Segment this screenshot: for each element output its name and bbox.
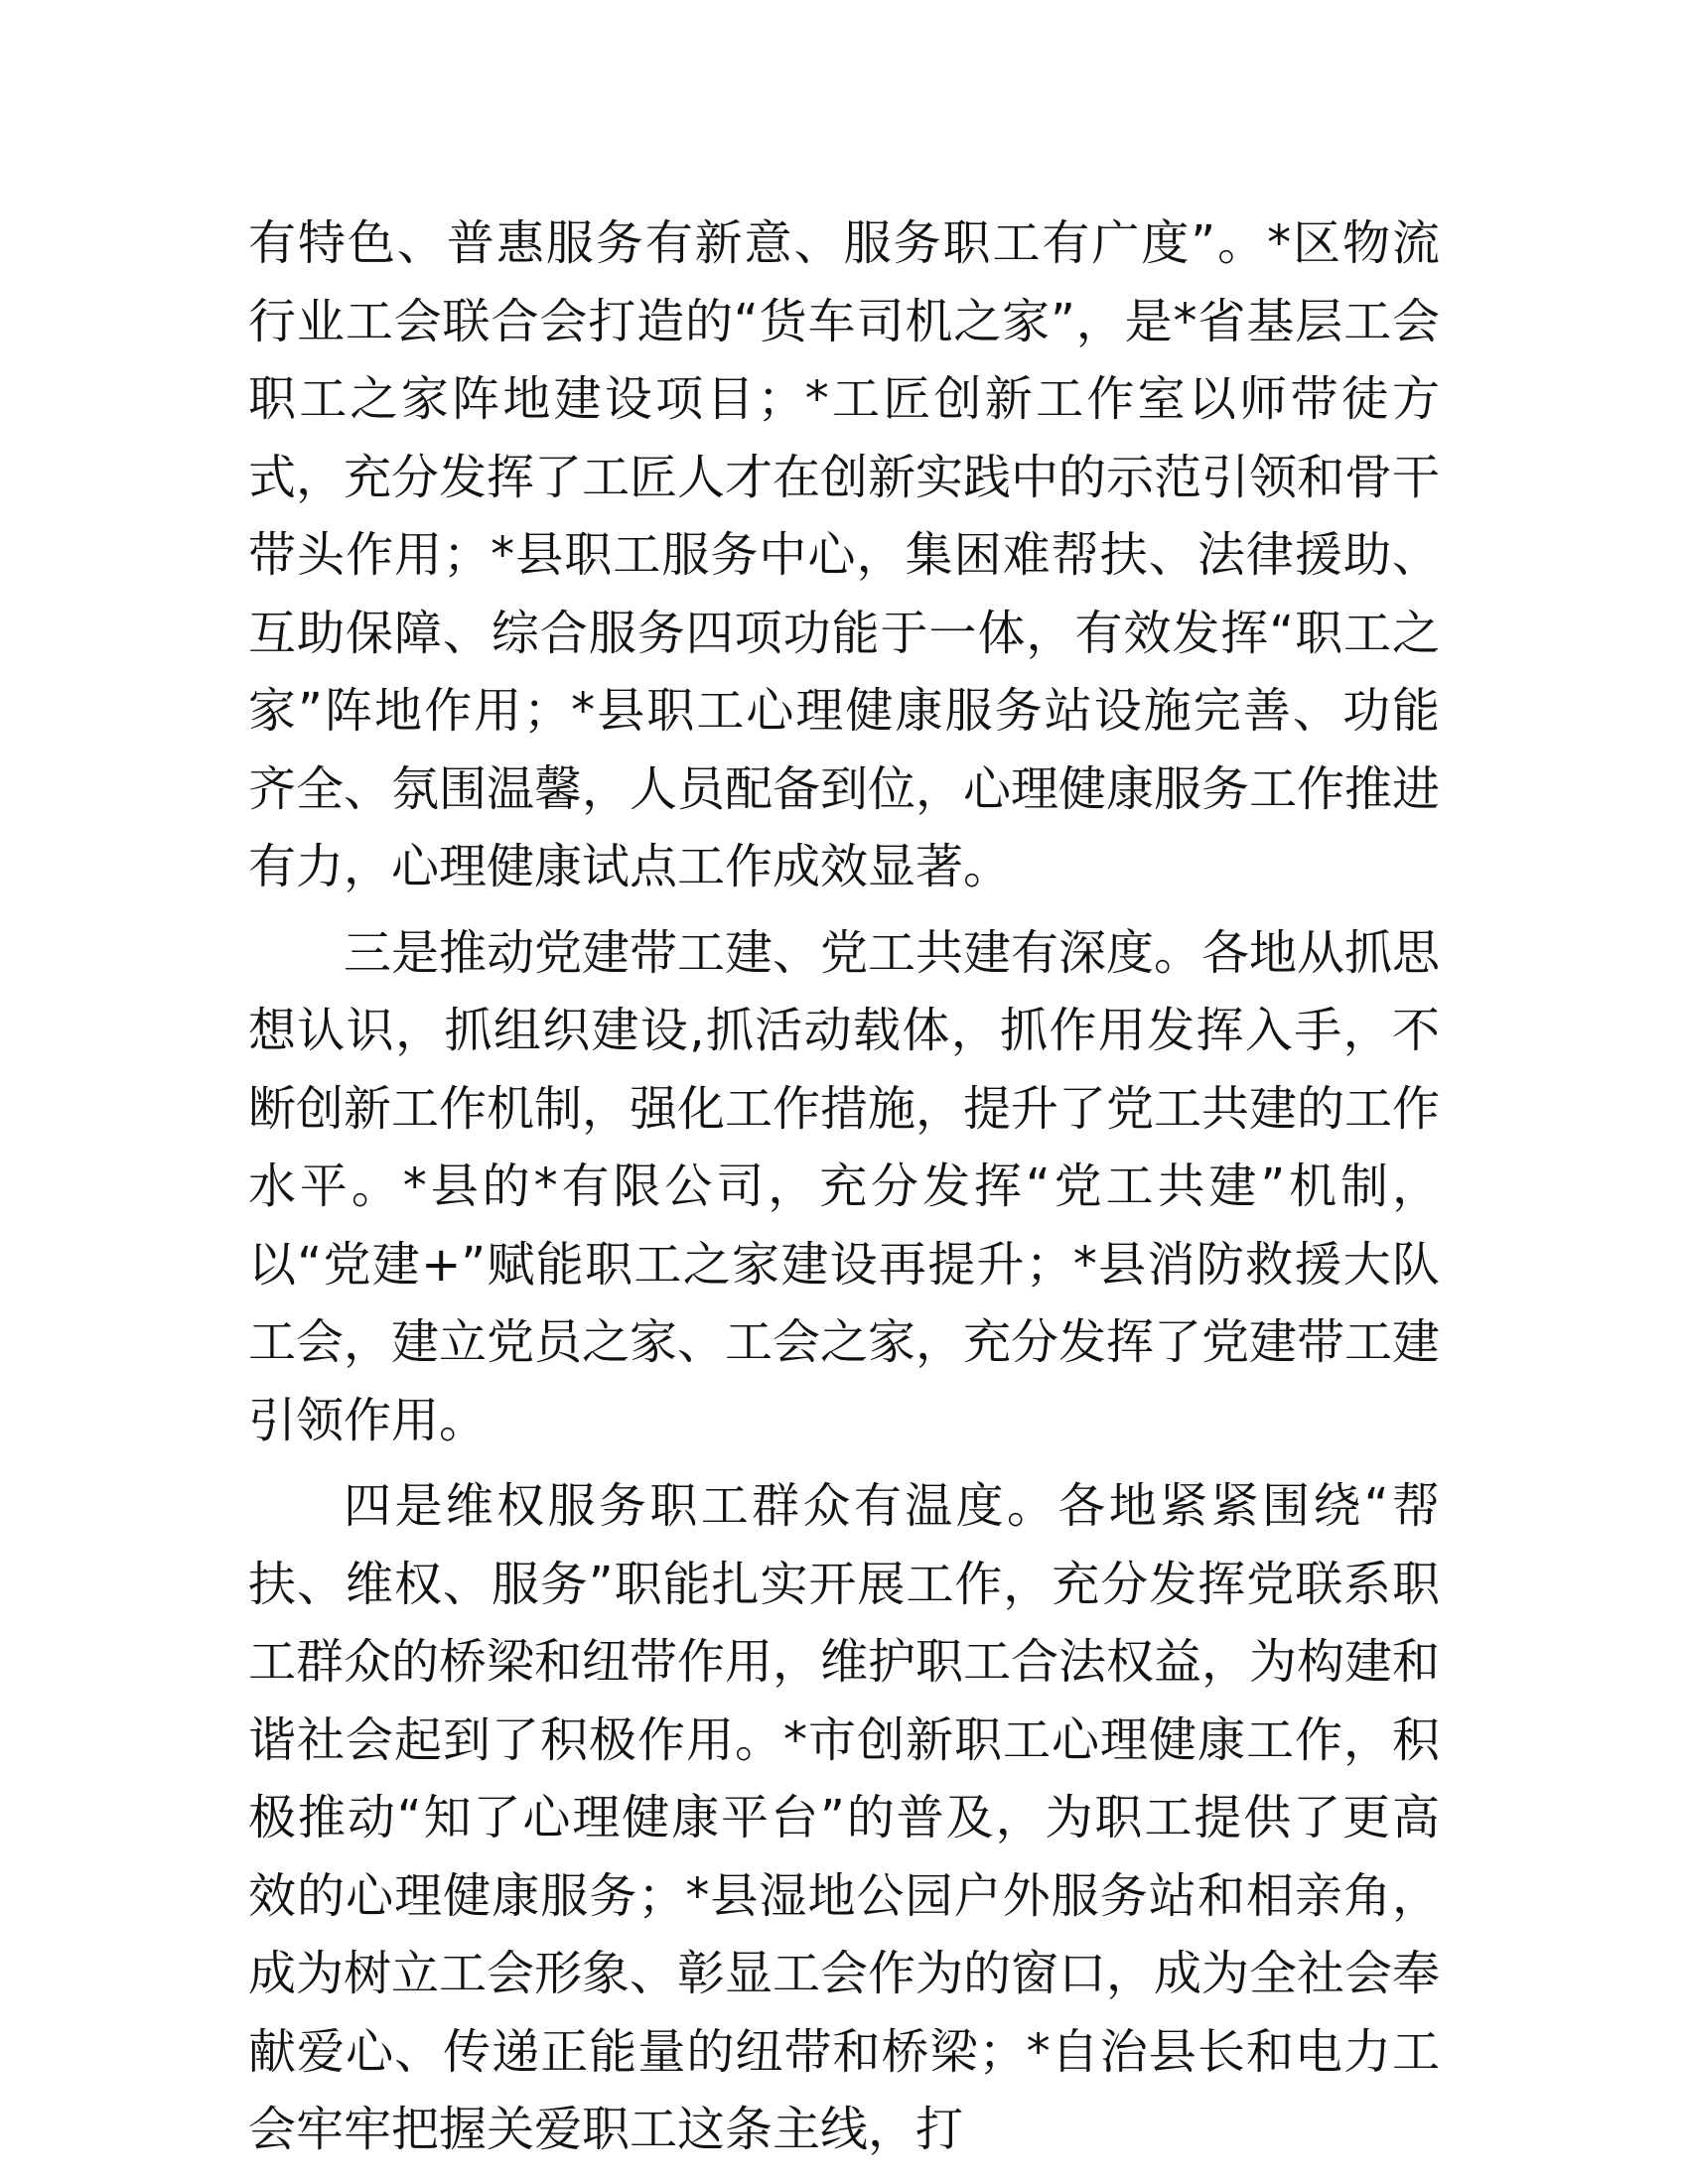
paragraph-continuation: 有特色、普惠服务有新意、服务职工有广度”。*区物流行业工会联合会打造的“货车司机之家”，是*省基层工会职工之家阵地建设项目；*工匠创新工作室以师带徒方式，充分发挥了工匠人才在创新实践中的示范引领和骨干带头作用；*县职工服务中心，集困难帮扶、法律援助、互助保障、综合服务四项功能于一体，有效发挥“职工之家”阵地作用；*县职工心理健康服务站设施完善、功能齐全、氛围温馨，人员配备到位，心理健康服务工作推进有力，心理健康试点工作成效显著。 — [248, 215, 1441, 894]
paragraph-point-three: 三是推动党建带工建、党工共建有深度。各地从抓思想认识，抓组织建设,抓活动载体，抓作用发挥入手，不断创新工作机制，强化工作措施，提升了党工共建的工作水平。*县的*有限公司，充分发挥“党工共建”机制，以“党建+”赋能职工之家建设再提升；*县消防救援大队工会，建立党员之家、工会之家，充分发挥了党建带工建引领作用。 — [248, 924, 1441, 1448]
paragraph-point-four: 四是维权服务职工群众有温度。各地紧紧围绕“帮扶、维权、服务”职能扎实开展工作，充分发挥党联系职工群众的桥梁和纽带作用，维护职工合法权益，为构建和谐社会起到了积极作用。*市创新职工心理健康工作，积极推动“知了心理健康平台”的普及，为职工提供了更高效的心理健康服务；*县湿地公园户外服务站和相亲角，成为树立工会形象、彰显工会作为的窗口，成为全社会奉献爱心、传递正能量的纽带和桥梁；*自治县长和电力工会牢牢把握关爱职工这条主线，打 — [248, 1478, 1441, 2157]
document-body — [248, 205, 1440, 2177]
